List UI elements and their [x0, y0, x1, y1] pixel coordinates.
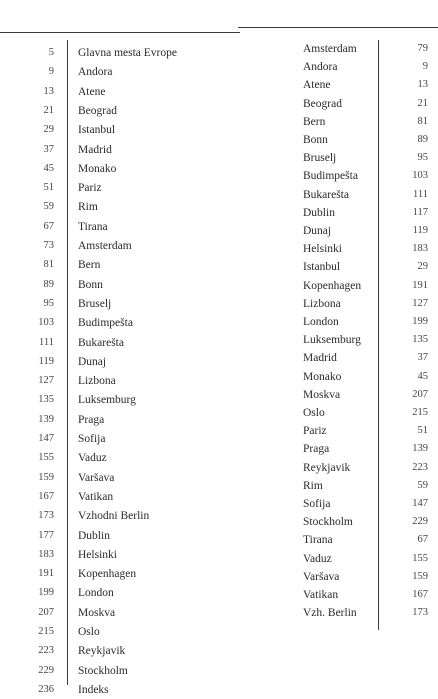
contents-entry: Rim — [78, 201, 98, 214]
contents-entry: Tirana — [78, 220, 108, 233]
contents-page-number: 173 — [38, 510, 54, 522]
contents-entry: Bonn — [78, 278, 103, 291]
contents-entry: Varšava — [78, 471, 115, 484]
index-entry: Stockholm — [303, 516, 353, 529]
index-entry: Vzh. Berlin — [303, 607, 357, 620]
index-entry: Dunaj — [303, 225, 332, 237]
contents-page-number: 207 — [38, 606, 54, 618]
index-entry: Bukarešta — [303, 188, 349, 201]
index-entry: Varšava — [303, 570, 340, 583]
contents-page-number: 183 — [38, 548, 54, 560]
contents-entry: Budimpešta — [78, 317, 133, 330]
top-rule-right — [238, 27, 438, 28]
contents-entry: Beograd — [78, 104, 117, 117]
contents-page-number: 89 — [43, 278, 54, 290]
contents-entry: Pariz — [78, 182, 102, 195]
contents-page-number: 45 — [43, 162, 54, 174]
index-entry: Amsterdam — [303, 43, 357, 55]
index-page-number: 117 — [412, 206, 428, 218]
index-page-number: 59 — [417, 479, 428, 491]
contents-entry: Bukarešta — [78, 336, 124, 349]
contents-page-number: 103 — [38, 317, 54, 329]
index-entry: Andora — [303, 61, 338, 74]
index-page-number: 45 — [417, 370, 428, 382]
contents-entry: Oslo — [78, 626, 100, 638]
index-page-number: 223 — [412, 461, 428, 473]
index-page-number: 29 — [417, 261, 428, 273]
index-page-number: 103 — [412, 170, 428, 182]
contents-page-number: 229 — [38, 664, 54, 676]
index-entry: Vatikan — [303, 589, 339, 601]
contents-page-number: 67 — [43, 220, 54, 232]
index-entry: Pariz — [303, 425, 327, 438]
contents-entry: Atene — [78, 85, 106, 98]
contents-entry: Kopenhagen — [78, 568, 137, 581]
index-page-number: 13 — [417, 79, 428, 91]
contents-entry: Istanbul — [78, 124, 116, 137]
contents-page-number: 177 — [38, 529, 54, 541]
index-page-number: 167 — [412, 589, 428, 600]
index-page-number: 191 — [412, 279, 428, 291]
index-page-number: 215 — [412, 407, 428, 418]
contents-entry: Indeks — [78, 683, 109, 696]
index-page-number: 81 — [417, 115, 428, 127]
contents-page-number: 147 — [38, 433, 54, 444]
index-entry: Bern — [303, 115, 326, 128]
contents-page-number: 135 — [38, 394, 54, 406]
contents-entry: Dublin — [78, 529, 110, 542]
index-page-number: 37 — [417, 352, 428, 364]
top-rule-left — [0, 32, 240, 33]
index-entry: Rim — [303, 479, 323, 492]
index-entry: Praga — [303, 443, 330, 456]
index-page-number: 119 — [412, 225, 428, 236]
index-page-number: 199 — [412, 316, 428, 327]
index-entry: Madrid — [303, 352, 337, 365]
index-entry: Vaduz — [303, 552, 332, 565]
contents-page-number: 5 — [48, 47, 54, 58]
contents-page-number: 223 — [38, 645, 54, 657]
contents-page-number: 159 — [38, 471, 54, 483]
index-page-number: 79 — [417, 43, 428, 54]
contents-entry: Andora — [78, 66, 113, 79]
contents-page-number: 95 — [43, 297, 54, 309]
contents-entry: Sofija — [78, 433, 106, 445]
index-entry: Moskva — [303, 388, 341, 401]
contents-entry: Vzhodni Berlin — [78, 510, 150, 523]
index-page-number: 89 — [417, 134, 428, 145]
contents-entry: Bruselj — [78, 297, 112, 310]
contents-entry: Bern — [78, 259, 101, 272]
index-entry: Monako — [303, 370, 342, 383]
index-entry: Reykjavik — [303, 461, 351, 474]
index-entry: Kopenhagen — [303, 279, 362, 292]
contents-page-number: 191 — [38, 568, 54, 580]
index-page-number: 207 — [412, 388, 428, 400]
left-column-divider — [67, 40, 68, 685]
contents-entry: London — [78, 587, 114, 600]
contents-page-number: 236 — [38, 683, 54, 695]
index-entry: Budimpešta — [303, 170, 358, 183]
contents-page-number: 13 — [43, 85, 54, 97]
index-entry: Sofija — [303, 498, 331, 510]
index-page-number: 67 — [417, 534, 428, 546]
index-entry: Tirana — [303, 534, 333, 547]
index-entry: London — [303, 316, 339, 328]
index-entry: Atene — [303, 79, 331, 92]
contents-page-number: 167 — [38, 490, 54, 502]
contents-page-number: 9 — [48, 66, 54, 78]
contents-page-number: 73 — [43, 240, 54, 251]
contents-page-number: 119 — [38, 355, 54, 367]
contents-entry: Praga — [78, 413, 105, 426]
index-entry: Beograd — [303, 97, 342, 110]
index-entry: Dublin — [303, 206, 335, 219]
index-page-number: 127 — [412, 297, 428, 309]
index-entry: Oslo — [303, 407, 325, 419]
right-column-divider — [378, 40, 379, 630]
index-page-number: 9 — [422, 61, 428, 73]
contents-entry: Helsinki — [78, 548, 117, 561]
index-entry: Helsinki — [303, 243, 342, 256]
index-entry: Luksemburg — [303, 334, 361, 347]
index-entry: Istanbul — [303, 261, 341, 274]
contents-page-number: 215 — [38, 626, 54, 637]
contents-page-number: 139 — [38, 413, 54, 425]
index-entry: Lizbona — [303, 297, 341, 310]
contents-entry: Stockholm — [78, 664, 128, 677]
index-entry: Bonn — [303, 134, 328, 146]
contents-page-number: 29 — [43, 124, 54, 136]
contents-page-number: 155 — [38, 452, 54, 464]
index-page-number: 51 — [417, 425, 428, 437]
index-entry: Bruselj — [303, 152, 337, 165]
index-page-number: 183 — [412, 243, 428, 255]
contents-page-number: 37 — [43, 143, 54, 155]
contents-entry: Amsterdam — [78, 240, 132, 252]
contents-page-number: 127 — [38, 375, 54, 387]
index-page-number: 95 — [417, 152, 428, 164]
contents-entry: Vatikan — [78, 490, 114, 503]
contents-page-number: 199 — [38, 587, 54, 599]
contents-entry: Lizbona — [78, 375, 116, 388]
contents-entry: Monako — [78, 162, 117, 175]
index-page-number: 139 — [412, 443, 428, 455]
index-page-number: 21 — [417, 97, 428, 109]
contents-entry: Vaduz — [78, 452, 107, 465]
contents-entry: Reykjavik — [78, 645, 126, 658]
contents-entry: Moskva — [78, 606, 116, 619]
contents-entry: Madrid — [78, 143, 112, 156]
index-page-number: 159 — [412, 570, 428, 582]
contents-page-number: 21 — [43, 104, 54, 116]
contents-page-number: 51 — [43, 182, 54, 194]
contents-entry: Glavna mesta Evrope — [78, 47, 177, 59]
index-page-number: 173 — [412, 607, 428, 619]
contents-page-number: 59 — [43, 201, 54, 213]
index-page-number: 229 — [412, 516, 428, 528]
index-page-number: 135 — [412, 334, 428, 346]
contents-page-number: 81 — [43, 259, 54, 271]
contents-page-number: 111 — [39, 336, 54, 348]
contents-entry: Dunaj — [78, 355, 107, 368]
index-page-number: 111 — [413, 188, 428, 200]
index-page-number: 147 — [412, 498, 428, 509]
index-page-number: 155 — [412, 552, 428, 564]
contents-entry: Luksemburg — [78, 394, 136, 407]
